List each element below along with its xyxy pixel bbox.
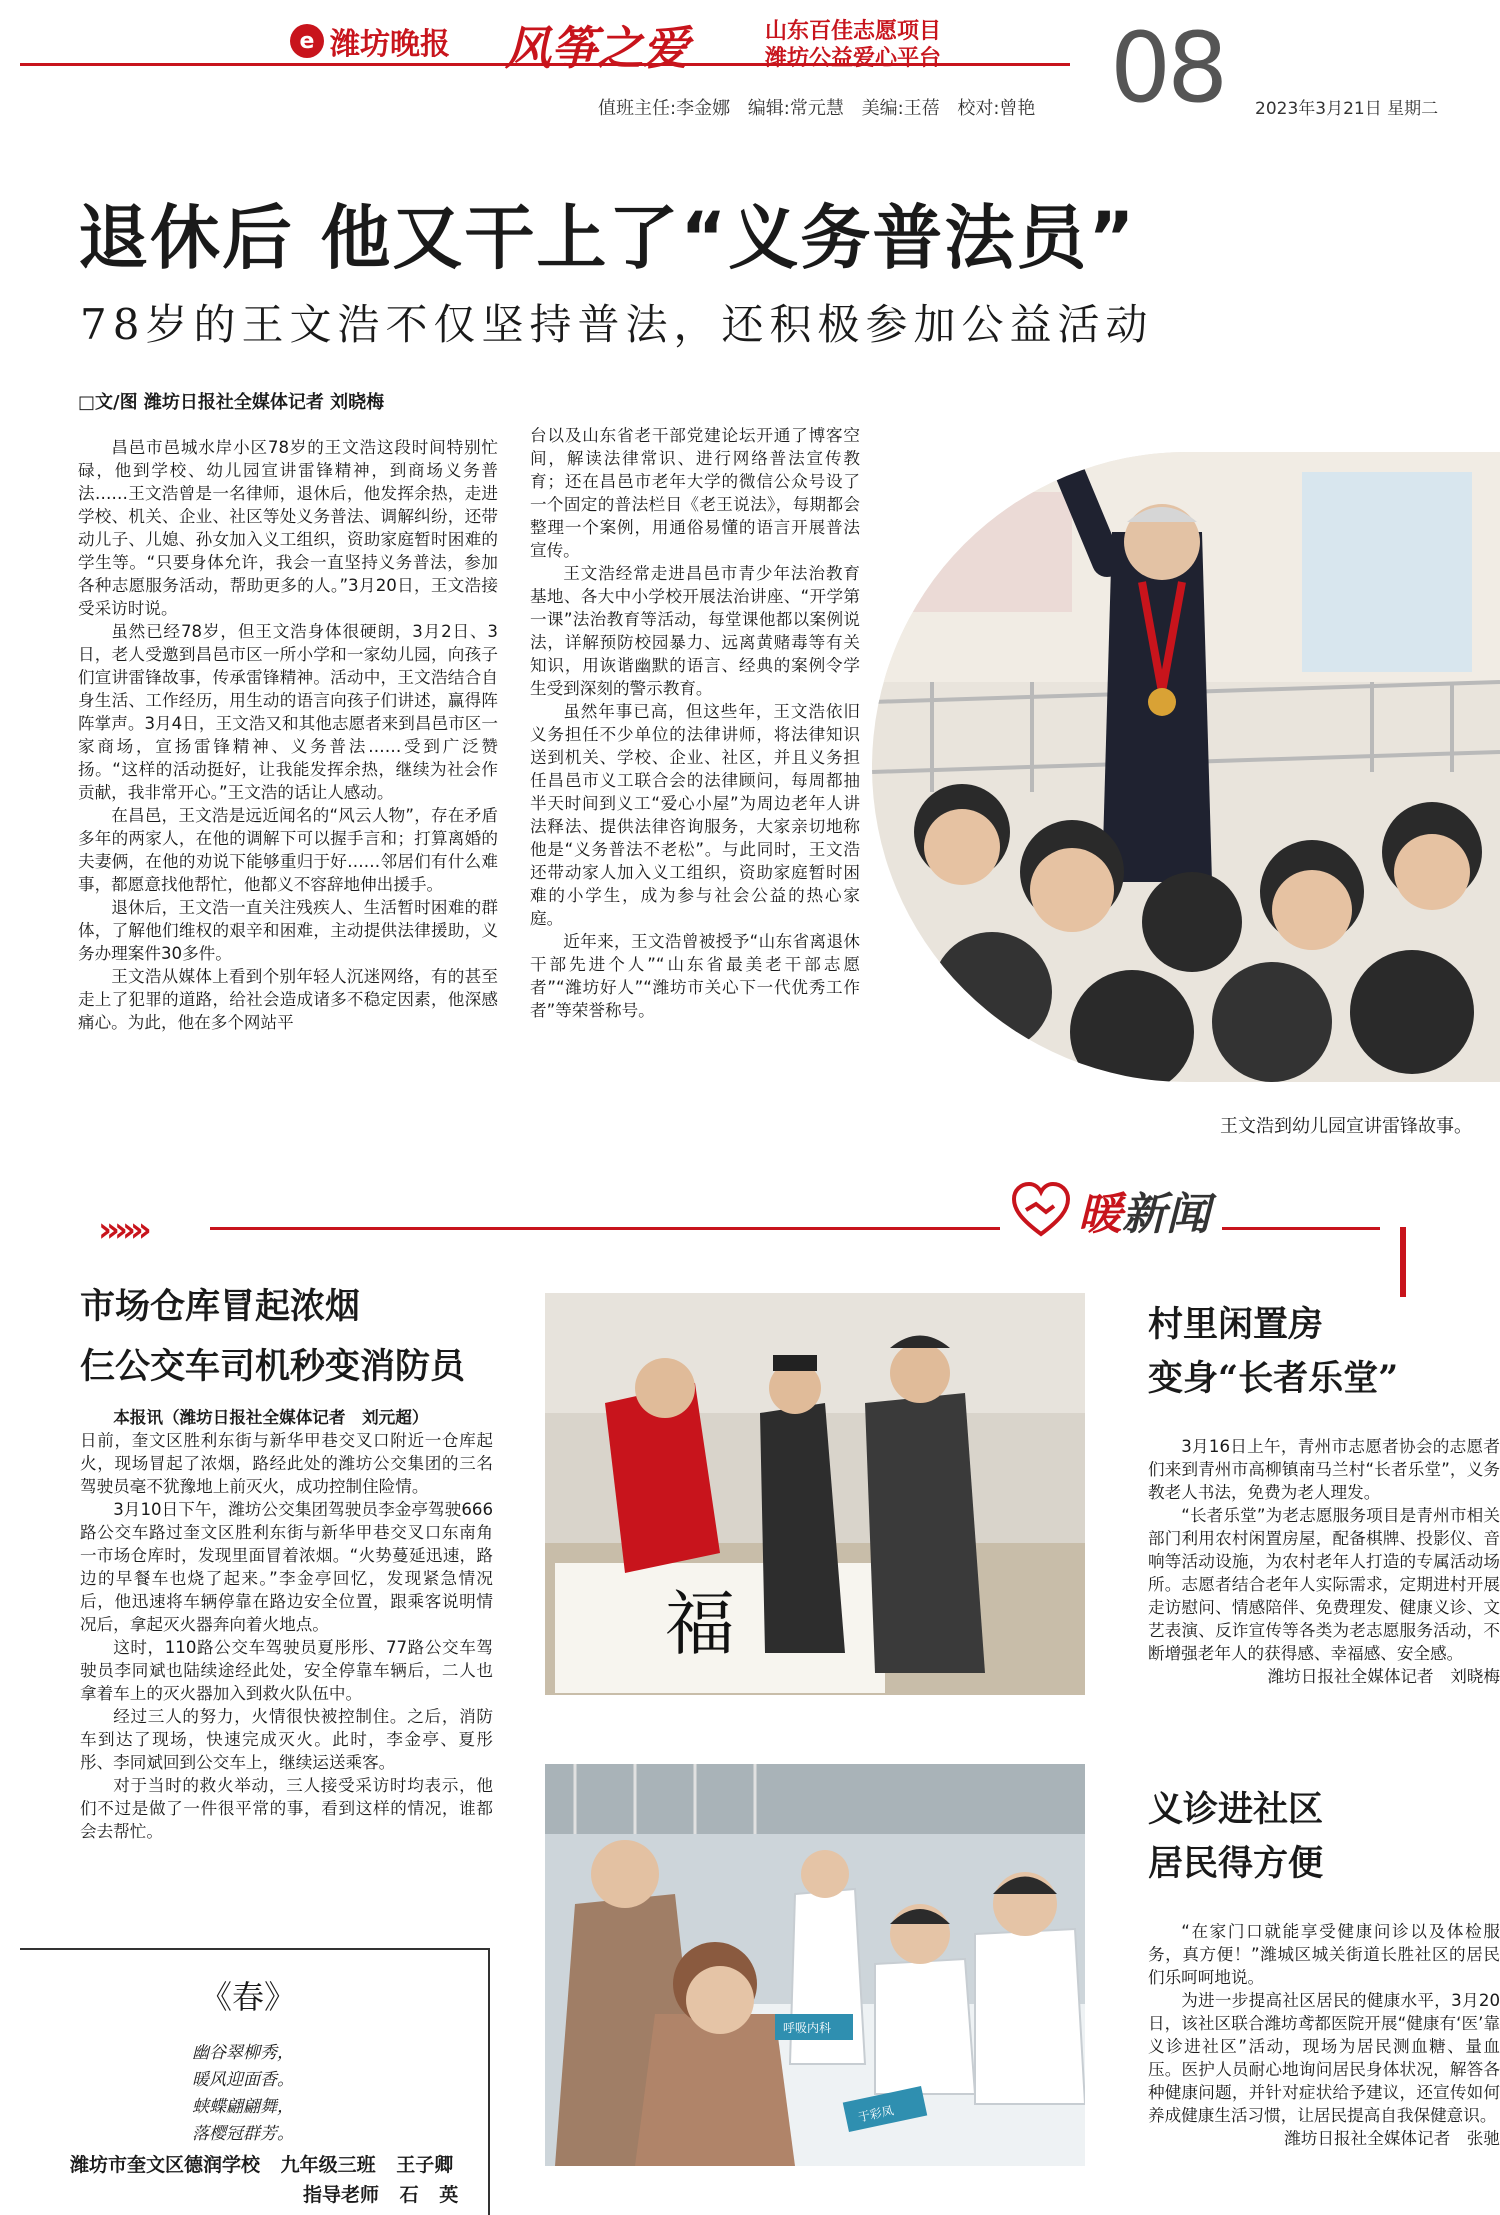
fire-paragraph: 日前，奎文区胜利东街与新华甲巷交叉口附近一仓库起火，现场冒起了浓烟，路经此处的潍坊公交集团的三名驾驶员毫不犹豫地上前灭火，成功控制住险情。	[80, 1431, 493, 1496]
clinic-headline-line-1: 义诊进社区	[1148, 1789, 1324, 1830]
chevrons-icon: »»»	[98, 1210, 146, 1250]
poem-author: 潍坊市奎文区德润学校 九年级三班 王子卿	[70, 2154, 454, 2176]
section-label-warm-news[interactable]	[1000, 1175, 1222, 1245]
photo-illustration	[545, 1764, 1085, 2166]
fire-byline: 本报讯（潍坊日报社全媒体记者 刘元超）	[113, 1408, 429, 1427]
poem-line: 暖风迎面香。	[192, 2070, 294, 2090]
elder-hall-headline[interactable]	[1148, 1298, 1398, 1406]
poem-line: 蛱蝶翩翩舞，	[192, 2097, 294, 2117]
clinic-paragraph: “在家门口就能享受健康问诊以及体检服务，真方便！”潍城区城关街道长胜社区的居民们乐呵呵地说。	[1148, 1922, 1500, 1987]
section-title	[1078, 1178, 1210, 1242]
fire-paragraph: 3月10日下午，潍坊公交集团驾驶员李金亭驾驶666路公交车路过奎文区胜利东街与新华甲巷交叉口东南角一市场仓库时，发现里面冒着浓烟。“火势蔓延迅速，路边的早餐车也烧了起来。”李金亭回忆，发现紧急情况后，他迅速将车辆停靠在路边安全位置，跟乘客说明情况后，拿起灭火器奔向着火地点。	[80, 1500, 493, 1634]
lead-paragraph: 虽然已经78岁，但王文浩身体很硬朗，3月2日、3日，老人受邀到昌邑市区一所小学和一家幼儿园，向孩子们宣讲雷锋故事，传承雷锋精神。活动中，王文浩结合自身生活、工作经历，用生动的语言向孩子们讲述，赢得阵阵掌声。3月4日，王文浩又和其他志愿者来到昌邑市区一家商场，宣扬雷锋精神、义务普法……受到广泛赞扬。“这样的活动挺好，让我能发挥余热，继续为社会作贡献，我非常开心。”王文浩的话让人感动。	[78, 622, 498, 802]
lead-paragraph: 近年来，王文浩曾被授予“山东省离退休干部先进个人”“山东省最美老干部志愿者”“潍坊好人”“潍坊市关心下一代优秀工作者”等荣誉称号。	[530, 932, 860, 1020]
fire-article	[80, 1406, 493, 1926]
section-title-dark: 新闻	[1122, 1189, 1210, 1240]
lead-paragraph: 昌邑市邑城水岸小区78岁的王文浩这段时间特别忙碌，他到学校、幼儿园宣讲雷锋精神，到商场义务普法……王文浩曾是一名律师，退休后，他发挥余热，走进学校、机关、企业、社区等处义务普法、调解纠纷，还带动儿子、儿媳、孙女加入义工组织，资助家庭暂时困难的学生等。“只要身体允许，我会一直坚持义务普法，参加各种志愿服务活动，帮助更多的人。”3月20日，王文浩接受采访时说。	[78, 438, 498, 618]
photo-calligraphy[interactable]	[545, 1293, 1085, 1695]
fire-headline[interactable]	[80, 1280, 465, 1394]
project-line-2: 潍坊公益爱心平台	[765, 46, 942, 71]
issue-date: 2023年3月21日 星期二	[1255, 99, 1439, 119]
poem-line: 幽谷翠柳秀，	[192, 2043, 294, 2063]
elder-credit: 潍坊日报社全媒体记者 刘晓梅	[1267, 1667, 1500, 1686]
poem-teacher: 指导老师 石 英	[303, 2184, 459, 2206]
lead-paragraph: 王文浩从媒体上看到个别年轻人沉迷网络，有的甚至走上了犯罪的道路，给社会造成诸多不稳定因素，他深感痛心。为此，他在多个网站平	[78, 967, 498, 1032]
elder-paragraph: 3月16日上午，青州市志愿者协会的志愿者们来到青州市高柳镇南马兰村“长者乐堂”，义务教老人书法，免费为老人理发。	[1148, 1437, 1500, 1502]
lead-paragraph: 王文浩经常走进昌邑市青少年法治教育基地、各大中小学校开展法治讲座、“开学第一课”法治教育等活动，每堂课他都以案例说法，详解预防校园暴力、远离黄赌毒等有关知识，用诙谐幽默的语言、经典的案例令学生受到深刻的警示教育。	[530, 564, 860, 698]
clinic-credit: 潍坊日报社全媒体记者 张驰	[1284, 2129, 1500, 2148]
clinic-paragraph: 为进一步提高社区居民的健康水平，3月20日，该社区联合潍坊鸢都医院开展“健康有‘医’靠 义诊进社区”活动，现场为居民测血糖、量血压。医护人员耐心地询问居民身体状况，解答各种健康问题，并针对症状给予建议，还宣传如何养成健康生活习惯，让居民提高自我保健意识。	[1148, 1991, 1500, 2125]
elder-headline-line-2: 变身“长者乐堂”	[1148, 1358, 1399, 1399]
lead-column-1	[78, 436, 498, 1171]
logo-text: 潍坊晚报	[330, 27, 450, 62]
brush-character: 福	[665, 1583, 735, 1665]
poem-line: 落樱冠群芳。	[192, 2124, 294, 2144]
fire-headline-line-2: 仨公交车司机秒变消防员	[80, 1346, 466, 1387]
poem-title: 《春》	[200, 1978, 297, 2016]
lead-subhead: 78岁的王文浩不仅坚持普法，还积极参加公益活动	[80, 300, 1154, 349]
photo-free-clinic[interactable]	[545, 1764, 1085, 2166]
photo-illustration	[545, 1293, 1085, 1695]
fire-headline-line-1: 市场仓库冒起浓烟	[80, 1286, 361, 1327]
lead-byline: □文/图 潍坊日报社全媒体记者 刘晓梅	[78, 392, 385, 413]
lead-headline[interactable]: 退休后 他又干上了“义务普法员”	[78, 197, 1137, 279]
clinic-headline-line-2: 居民得方便	[1148, 1843, 1324, 1884]
heart-handshake-icon	[1012, 1182, 1070, 1238]
fire-paragraph: 经过三人的努力，火情很快被控制住。之后，消防车到达了现场，快速完成灭火。此时，李金亭、夏彤彤、李同斌回到公交车上，继续运送乘客。	[80, 1707, 493, 1772]
lead-column-2	[530, 424, 860, 1159]
lead-paragraph: 虽然年事已高，但这些年，王文浩依旧义务担任不少单位的法律讲师，将法律知识送到机关、学校、企业、社区，并且义务担任昌邑市义工联合会的法律顾问，每周都抽半天时间到义工“爱心小屋”为周边老年人讲法释法、提供法律咨询服务，大家亲切地称他是“义务普法不老松”。与此同时，王文浩还带动家人加入义工组织，资助家庭暂时困难的小学生，成为参与社会公益的热心家庭。	[530, 702, 860, 928]
fire-paragraph: 这时，110路公交车驾驶员夏彤彤、77路公交车驾驶员李同斌也陆续途经此处，安全停靠车辆后，二人也拿着车上的灭火器加入到救火队伍中。	[80, 1638, 493, 1703]
column-brand: 风筝之爱	[505, 21, 689, 75]
clinic-article	[1148, 1920, 1500, 2215]
elder-headline-line-1: 村里闲置房	[1148, 1304, 1324, 1345]
section-title-red: 暖	[1078, 1189, 1122, 1240]
elder-hall-article	[1148, 1435, 1500, 1825]
fire-paragraph: 对于当时的救火举动，三人接受采访时均表示，他们不过是做了一件很平常的事，看到这样的情况，谁都会去帮忙。	[80, 1776, 493, 1841]
clinic-sign-name: 于彩凤	[856, 2103, 895, 2125]
clinic-sign-department: 呼吸内科	[783, 2021, 832, 2035]
photo-illustration	[872, 452, 1500, 1082]
lead-paragraph: 台以及山东省老干部党建论坛开通了博客空间，解读法律常识、进行网络普法宣传教育；还在昌邑市老年大学的微信公众号设了一个固定的普法栏目《老王说法》，每期都会整理一个案例，用通俗易懂的语言开展普法宣传。	[530, 426, 860, 560]
lead-photo-kindergarten[interactable]	[872, 452, 1500, 1082]
newspaper-logo[interactable]	[290, 20, 450, 62]
logo-mark-icon: e	[290, 24, 324, 58]
clinic-headline[interactable]	[1148, 1783, 1323, 1891]
lead-photo-caption: 王文浩到幼儿园宣讲雷锋故事。	[1220, 1116, 1472, 1137]
section-rule-drop	[1400, 1227, 1406, 1297]
page-number: 08	[1110, 12, 1225, 124]
staff-credits: 值班主任:李金娜 编辑:常元慧 美编:王蓓 校对:曾艳	[598, 98, 1036, 119]
project-tagline	[765, 18, 941, 72]
lead-paragraph: 在昌邑，王文浩是远近闻名的“风云人物”，存在矛盾多年的两家人，在他的调解下可以握手言和；打算离婚的夫妻俩，在他的劝说下能够重归于好……邻居们有什么难事，都愿意找他帮忙，他都义不容辞地伸出援手。	[78, 806, 498, 894]
poem-body	[192, 2040, 294, 2148]
elder-paragraph: “长者乐堂”为老志愿服务项目是青州市相关部门利用农村闲置房屋，配备棋牌、投影仪、音响等活动设施，为农村老年人打造的专属活动场所。志愿者结合老年人实际需求，定期进村开展走访慰问、情感陪伴、免费理发、健康义诊、文艺表演、反诈宣传等各类为老志愿服务活动，不断增强老年人的获得感、幸福感、安全感。	[1148, 1506, 1500, 1663]
project-line-1: 山东百佳志愿项目	[765, 19, 942, 44]
lead-paragraph: 退休后，王文浩一直关注残疾人、生活暂时困难的群体，了解他们维权的艰辛和困难，主动提供法律援助，义务办理案件30多件。	[78, 898, 498, 963]
